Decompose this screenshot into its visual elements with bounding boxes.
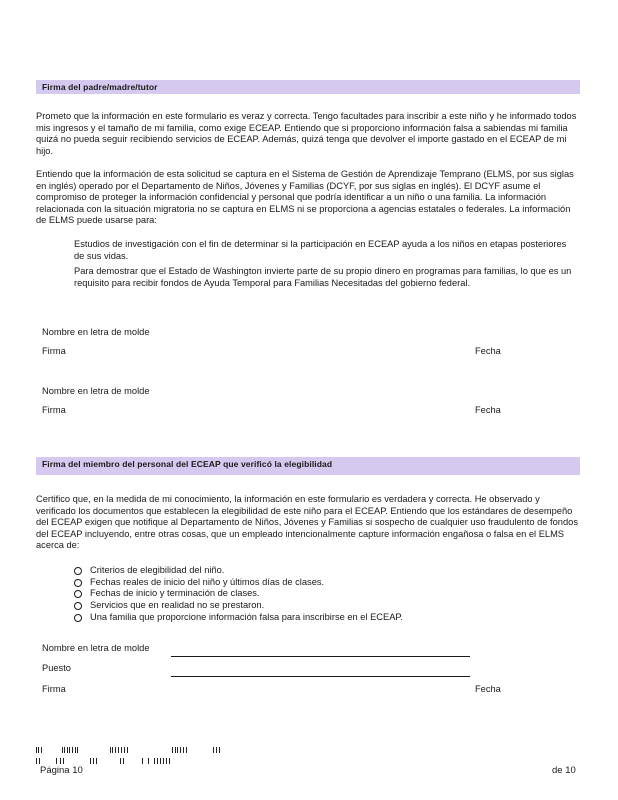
- circle-bullet-icon: [74, 579, 82, 587]
- print-name-label-2: Nombre en letra de molde: [42, 386, 150, 396]
- list-item: Para demostrar que el Estado de Washington invierte parte de su propio dinero en programas para familias, lo que es un requisito para recibir fondos de Ayuda Temporal para Familias Necesitadas del gobierno federal.: [74, 266, 572, 288]
- list-item: Fechas de inicio y terminación de clases.: [74, 588, 554, 600]
- date-label-2: Fecha: [475, 405, 501, 415]
- date-label-1: Fecha: [475, 346, 501, 356]
- parent-certification-paragraph: Prometo que la información en este formulario es veraz y correcta. Tengo facultades para inscribir a este niño y he informado todos mis ingresos y el tamaño de mi familia, como exige ECEAP. Entiendo que si proporciono información falsa a sabiendas mi familia quizá no pueda seguir recibiendo servicios de ECEAP. Además, quizá tenga que devolver el importe gastado en el ECEAP de mi hijo.: [36, 111, 577, 156]
- signature-label-2: Firma: [42, 405, 66, 415]
- staff-date-label: Fecha: [475, 684, 501, 694]
- print-name-label-1: Nombre en letra de molde: [42, 327, 150, 337]
- circle-bullet-icon: [74, 602, 82, 610]
- list-item: Fechas reales de inicio del niño y últimos días de clases.: [74, 577, 554, 589]
- elms-uses-list: [54, 239, 574, 293]
- staff-certification-paragraph: Certifico que, en la medida de mi conocimiento, la información en este formulario es verdadera y correcta. He observado y verificado los documentos que establecen la elegibilidad de este niño para el ECEAP. Entiendo que los estándares de desempeño del ECEAP exigen que notifique al Departamento de Niños, Jóvenes y Familias si sospecho de cualquier uso fraudulento de fondos del ECEAP incluyendo, entre otras cosas, que un empleado intencionalmente capture información engañosa o falsa en el ELMS acerca de:: [36, 494, 578, 550]
- position-line[interactable]: [171, 676, 470, 677]
- list-item: Una familia que proporcione información falsa para inscribirse en el ECEAP.: [74, 612, 554, 624]
- signature-label-1: Firma: [42, 346, 66, 356]
- list-item: Criterios de elegibilidad del niño.: [74, 565, 554, 577]
- section-header-staff-signature: Firma del miembro del personal del ECEAP que verificó la elegibilidad: [36, 457, 580, 475]
- circle-bullet-icon: [74, 614, 82, 622]
- circle-bullet-icon: [74, 590, 82, 598]
- elms-information-paragraph: Entiendo que la información de esta solicitud se captura en el Sistema de Gestión de Aprendizaje Temprano (ELMS, por sus siglas en inglés) operado por el Departamento de Niños, Jóvenes y Familias (DCYF, por sus siglas en inglés). El DCYF asume el compromiso de proteger la información confidencial y personal que podría identificar a un niño o una familia. La información relacionada con la situación migratoria no se captura en ELMS ni se proporciona a agencias estatales o federales. La información de ELMS puede usarse para:: [36, 169, 574, 225]
- staff-signature-label: Firma: [42, 684, 66, 694]
- section-header-parent-signature: Firma del padre/madre/tutor: [36, 80, 580, 94]
- fraud-items-list: [74, 565, 554, 624]
- list-item: Servicios que en realidad no se prestaron.: [74, 600, 554, 612]
- page-total: de 10: [552, 765, 576, 776]
- print-name-line[interactable]: [171, 656, 470, 657]
- list-item: Estudios de investigación con el fin de determinar si la participación en ECEAP ayuda a los niños en etapas posteriores de sus vidas.: [74, 239, 567, 261]
- staff-position-label: Puesto: [42, 663, 71, 673]
- circle-bullet-icon: [74, 567, 82, 575]
- page-number: Página 10: [40, 765, 83, 776]
- staff-print-name-label: Nombre en letra de molde: [42, 643, 150, 653]
- form-barcode-image: [36, 745, 236, 767]
